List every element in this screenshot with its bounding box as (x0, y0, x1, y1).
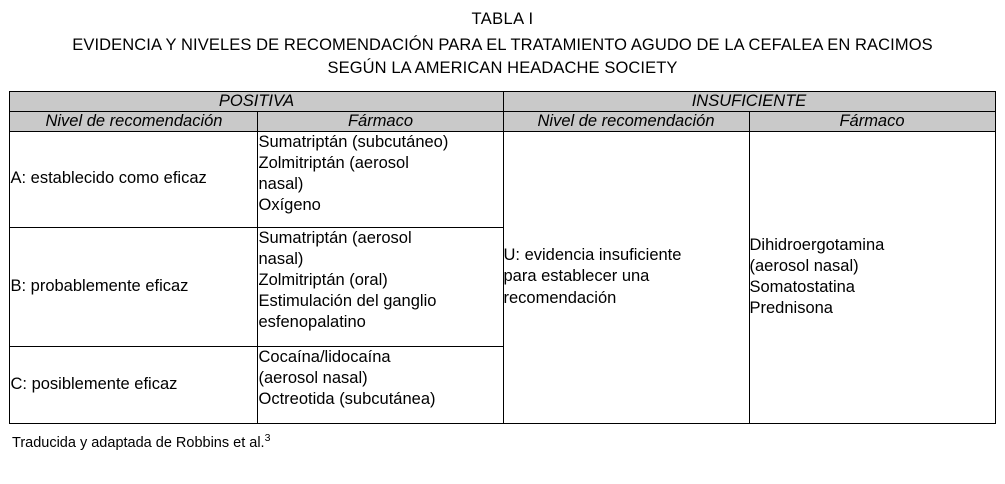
cell-level-b (10, 227, 258, 346)
level-u-line: para establecer una (503, 267, 650, 286)
drug-line: nasal) (258, 174, 304, 193)
column-header-nivel-insuficiente: Nivel de recomendación (503, 111, 749, 131)
footnote-text: Traducida y adaptada de Robbins et al. (12, 434, 265, 451)
drug-line: (aerosol nasal) (258, 368, 368, 387)
drug-line: Somatostatina (749, 278, 855, 297)
column-header-farmaco-positiva: Fármaco (258, 111, 503, 131)
cell-drugs-a (258, 131, 503, 227)
column-header-nivel-positiva: Nivel de recomendación (10, 111, 258, 131)
drug-line: esfenopalatino (258, 312, 366, 331)
table-label: TABLA I (471, 10, 534, 28)
cell-drugs-b (258, 227, 503, 346)
cell-level-c (10, 346, 258, 423)
level-u-line: recomendación (503, 288, 617, 307)
drug-line: Octreotida (subcutánea) (258, 389, 436, 408)
level-u-line: U: evidencia insuficiente (503, 246, 682, 265)
title-line-2: SEGÚN LA AMERICAN HEADACHE SOCIETY (327, 58, 678, 77)
table-row (10, 131, 995, 227)
title-line-1: EVIDENCIA Y NIVELES DE RECOMENDACIÓN PARA EL TRATAMIENTO AGUDO DE LA CEFALEA EN RACIMOS (72, 36, 933, 54)
table-page (0, 10, 1005, 484)
group-header-row (10, 91, 995, 111)
drug-line: Sumatriptán (subcutáneo) (258, 132, 449, 151)
cell-drugs-u (749, 131, 995, 423)
column-header-farmaco-insuficiente: Fármaco (749, 111, 995, 131)
drug-line: Sumatriptán (aerosol (258, 228, 412, 247)
level-b-text: B: probablemente eficaz (10, 276, 189, 295)
group-header-positiva: POSITIVA (10, 91, 503, 111)
drug-line: Dihidroergotamina (749, 235, 885, 254)
drug-line: Estimulación del ganglio (258, 291, 437, 310)
group-header-insuficiente: INSUFICIENTE (503, 91, 995, 111)
drug-line: Cocaína/lidocaína (258, 347, 391, 366)
level-c-text: C: posiblemente eficaz (10, 374, 178, 393)
cell-drugs-c (258, 346, 503, 423)
drug-line: Prednisona (749, 299, 833, 318)
footnote-superscript: 3 (264, 431, 271, 444)
level-a-text: A: establecido como eficaz (10, 169, 207, 188)
page-title (14, 34, 991, 80)
drug-line: Oxígeno (258, 195, 321, 214)
cell-level-u (503, 131, 749, 423)
data-table (9, 91, 995, 424)
table-footnote (12, 432, 1005, 451)
drug-line: (aerosol nasal) (749, 256, 859, 275)
table-header (10, 91, 995, 131)
drug-line: Zolmitriptán (aerosol (258, 153, 409, 172)
drug-line: Zolmitriptán (oral) (258, 270, 388, 289)
drug-line: nasal) (258, 249, 304, 268)
cell-level-a (10, 131, 258, 227)
column-header-row (10, 111, 995, 131)
table-body (10, 131, 995, 423)
